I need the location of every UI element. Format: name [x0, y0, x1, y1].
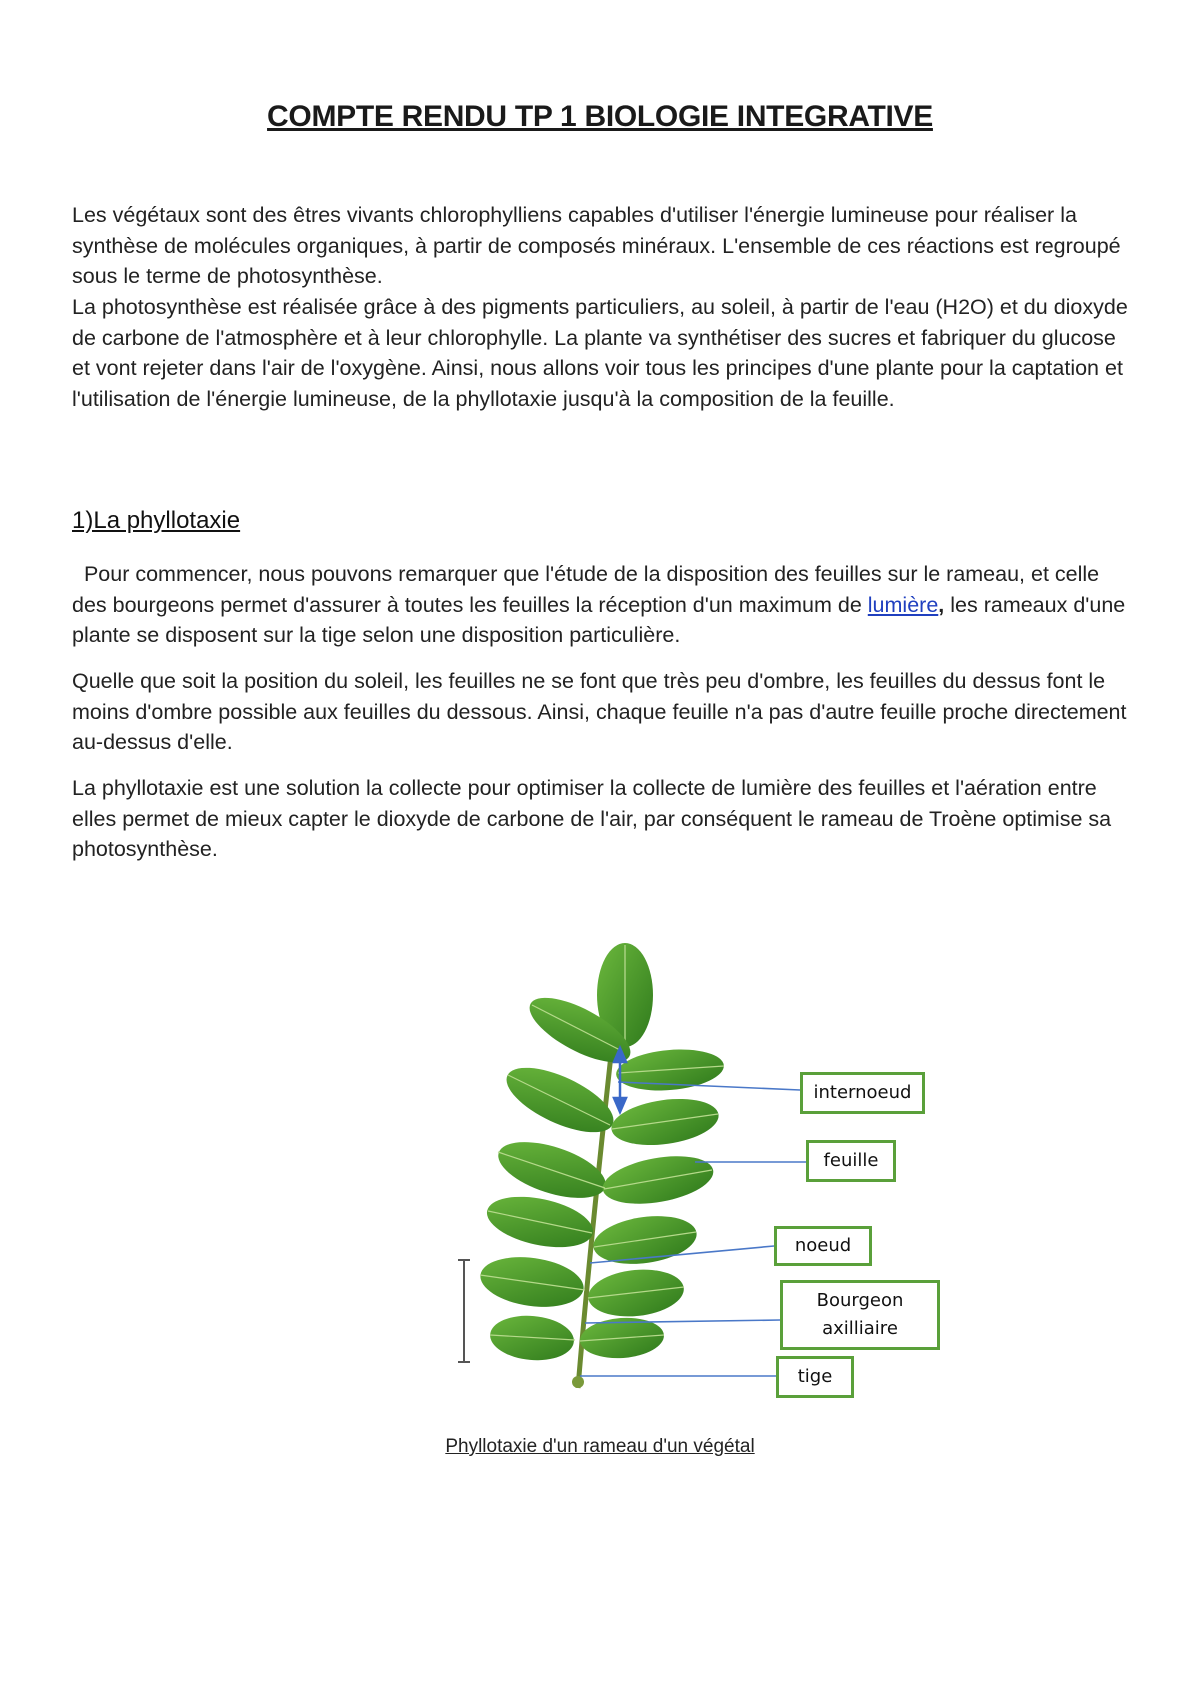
- section1-paragraph-1-rest: les rameaux d'une plante se disposent sur la tige selon une disposition particulière.: [72, 592, 1126, 647]
- section-heading-phyllotaxie: 1)La phyllotaxie: [72, 507, 241, 534]
- section1-paragraph-1-comma: ,: [938, 592, 945, 617]
- phyllotaxie-figure: [440, 930, 960, 1400]
- section1-paragraph-1-text: Pour commencer, nous pouvons remarquer que l'étude de la disposition des feuilles sur le rameau, et celle des bourgeons permet d'assurer à toutes les feuilles la réception d'un maximum de: [72, 562, 1106, 617]
- document-title: COMPTE RENDU TP 1 BIOLOGIE INTEGRATIVE: [267, 100, 933, 133]
- label-feuille: feuille: [806, 1140, 896, 1182]
- label-noeud: noeud: [774, 1226, 872, 1266]
- stem-base: [572, 1376, 584, 1388]
- label-bourgeon-line1: Bourgeon: [816, 1290, 904, 1311]
- section1-paragraph-1: [72, 559, 1136, 651]
- label-tige: tige: [776, 1356, 854, 1398]
- figure-caption: Phyllotaxie d'un rameau d'un végétal: [445, 1436, 755, 1457]
- label-bourgeon-line2: axilliaire: [822, 1318, 898, 1339]
- section1-paragraph-3: La phyllotaxie est une solution la collecte pour optimiser la collecte de lumière des feuilles et l'aération entre elles permet de mieux capter le dioxyde de carbone de l'air, par conséquent le rameau de Troène optimise sa photosynthèse.: [72, 776, 1112, 861]
- section1-paragraph-2: Quelle que soit la position du soleil, les feuilles ne se font que très peu d'ombre, les feuilles du dessus font le moins d'ombre possible aux feuilles du dessous. Ainsi, chaque feuille n'a pas d'autre feuille proche directement au-dessus d'elle.: [72, 669, 1127, 754]
- lumiere-link[interactable]: lumière: [867, 592, 939, 617]
- label-internoeud: internoeud: [800, 1072, 925, 1114]
- intro-paragraph-2: La photosynthèse est réalisée grâce à des pigments particuliers, au soleil, à partir de l'eau (H2O) et du dioxyde de carbone de l'atmosphère et à leur chlorophylle. La plante va synthétiser des sucres et fabriquer du glucose et vont rejeter dans l'air de l'oxygène. Ainsi, nous allons voir tous les principes d'une plante pour la captation et l'utilisation de l'énergie lumineuse, de la phyllotaxie jusqu'à la composition de la feuille.: [72, 295, 1128, 411]
- intro-paragraph-1: Les végétaux sont des êtres vivants chlorophylliens capables d'utiliser l'énergie lumineuse pour réaliser la synthèse de molécules organiques, à partir de composés minéraux. L'ensemble de ces réactions est regroupé sous le terme de photosynthèse.: [72, 203, 1121, 288]
- label-bourgeon-axilliaire: [780, 1280, 940, 1350]
